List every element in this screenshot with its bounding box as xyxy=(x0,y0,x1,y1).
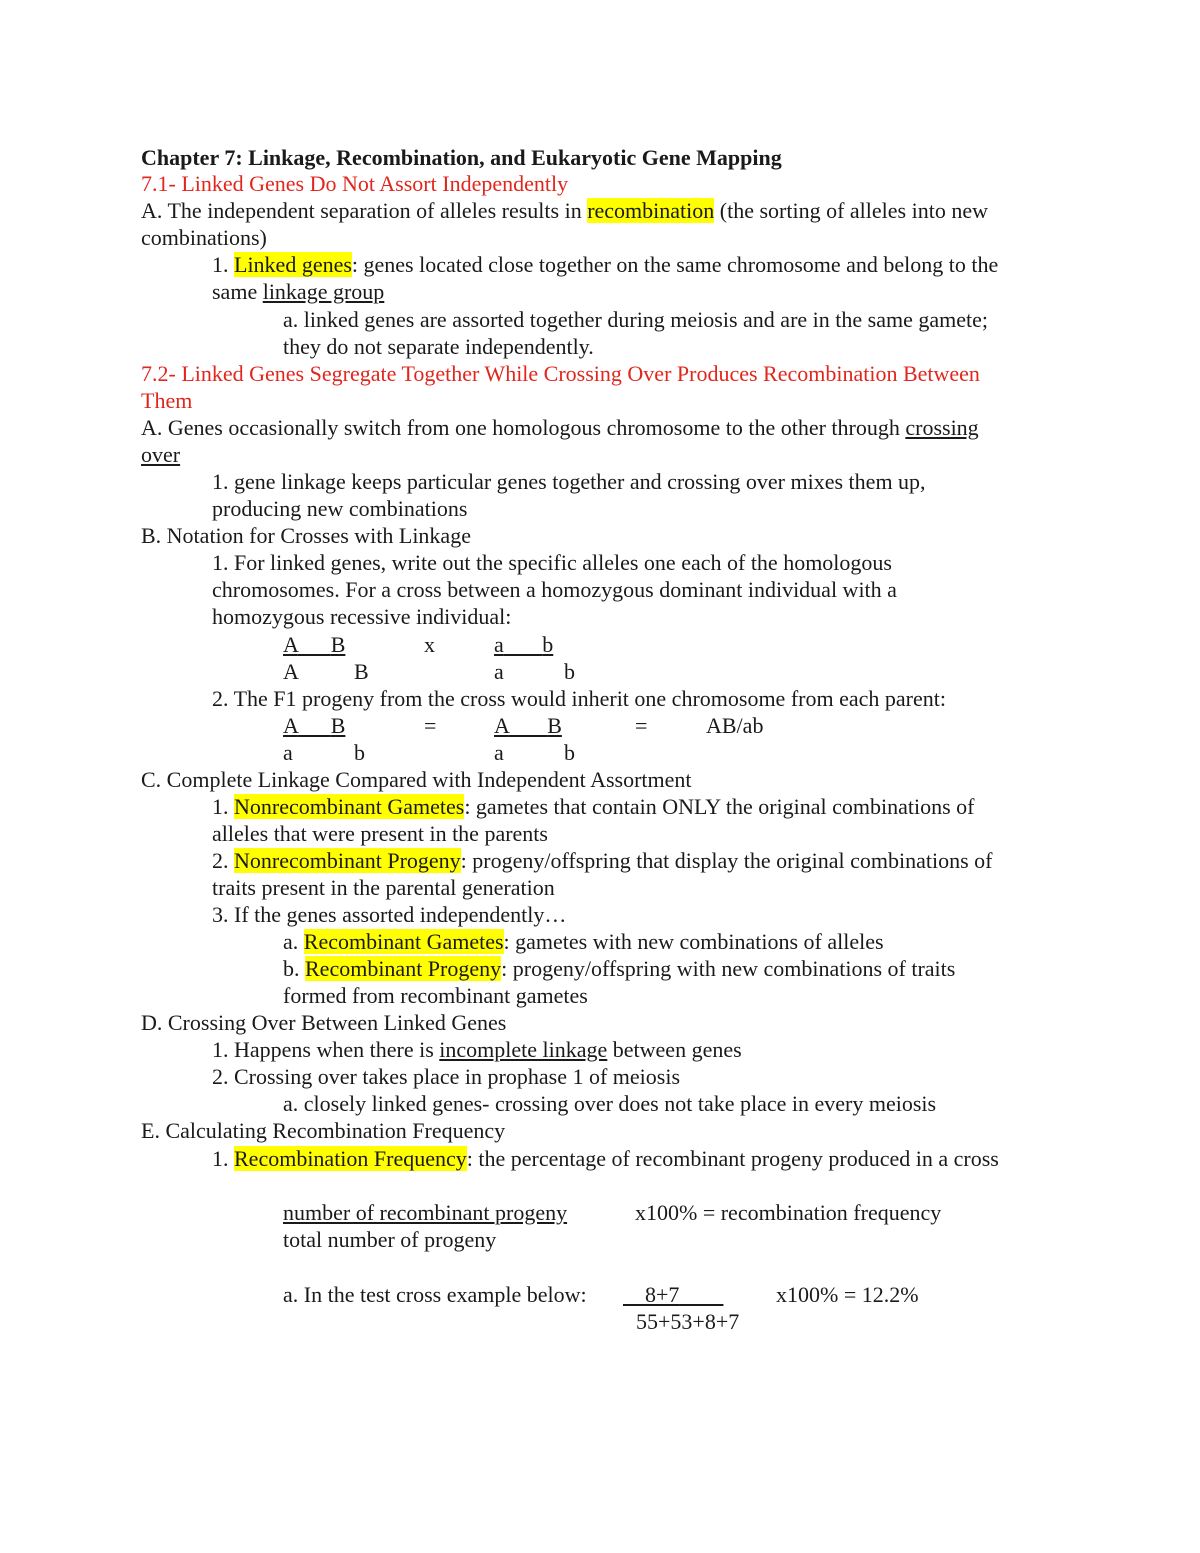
text: : gametes that contain ONLY the original combinations of xyxy=(464,794,975,819)
cross2-equals-2: = xyxy=(635,713,648,738)
cross1-bottom-left-b: B xyxy=(354,659,369,684)
underlined-term: linkage group xyxy=(262,279,385,304)
allele: B xyxy=(330,713,346,738)
crossing-over-subpoint-1: 1. gene linkage keeps particular genes together and crossing over mixes them up, xyxy=(212,469,926,494)
example-label: a. In the test cross example below: xyxy=(283,1282,587,1307)
cross1-bottom-left-a: A xyxy=(283,659,299,684)
allele-pair xyxy=(283,713,345,738)
linked-genes-subpoint-a: a. linked genes are assorted together during meiosis and are in the same gamete; xyxy=(283,307,988,332)
independent-assortment-point: 3. If the genes assorted independently… xyxy=(212,902,567,927)
number: a. xyxy=(283,929,304,954)
highlighted-term: Linked genes xyxy=(234,252,352,277)
linked-genes-continuation xyxy=(212,278,384,305)
point-c-complete-linkage: C. Complete Linkage Compared with Independent Assortment xyxy=(141,767,692,792)
section-7-2-heading: 7.2- Linked Genes Segregate Together While Crossing Over Produces Recombination Between xyxy=(141,361,980,386)
notation-point-1-line-1: 1. For linked genes, write out the specific alleles one each of the homologous xyxy=(212,550,892,575)
notation-point-1-line-2: chromosomes. For a cross between a homozygous dominant individual with a xyxy=(212,577,897,602)
section-7-2-heading-cont: Them xyxy=(141,388,193,413)
crossing-over-point-2: 2. Crossing over takes place in prophase 1 of meiosis xyxy=(212,1064,681,1089)
number: 1. xyxy=(212,252,234,277)
number: 1. xyxy=(212,1146,234,1171)
cross1-top-right xyxy=(494,631,553,658)
cross1-bottom-right-b: b xyxy=(564,659,575,684)
point-d-crossing-over: D. Crossing Over Between Linked Genes xyxy=(141,1010,507,1035)
cross2-bottom-1-b: b xyxy=(354,740,365,765)
point-a-continuation: combinations) xyxy=(141,225,267,250)
crossing-over-point-1 xyxy=(212,1036,742,1063)
allele: b xyxy=(542,632,554,657)
text: 1. Happens when there is xyxy=(212,1037,440,1062)
allele: A xyxy=(283,713,298,738)
example-numerator xyxy=(623,1281,723,1308)
text: : progeny/offspring that display the original combinations of xyxy=(460,848,993,873)
text: same xyxy=(212,279,263,304)
example-multiplier: x100% = 12.2% xyxy=(776,1282,919,1307)
linked-genes-definition xyxy=(212,251,998,278)
allele: B xyxy=(547,713,562,738)
allele: B xyxy=(330,632,346,657)
cross2-top-1 xyxy=(283,712,345,739)
cross2-result: AB/ab xyxy=(706,713,764,738)
text: between genes xyxy=(607,1037,742,1062)
nonrecombinant-progeny-cont: traits present in the parental generation xyxy=(212,875,555,900)
text: : gametes with new combinations of alleles xyxy=(503,929,884,954)
highlighted-term: Nonrecombinant Progeny xyxy=(234,848,461,873)
point-b-notation: B. Notation for Crosses with Linkage xyxy=(141,523,471,548)
recombinant-gametes-definition xyxy=(283,928,884,955)
point-e-recombination-frequency: E. Calculating Recombination Frequency xyxy=(141,1118,506,1143)
cross2-bottom-2-a: a xyxy=(494,740,504,765)
highlighted-term: recombination xyxy=(587,198,715,223)
cross2-equals-1: = xyxy=(424,713,437,738)
formula-numerator: number of recombinant progeny xyxy=(283,1200,568,1225)
point-a-recombination xyxy=(141,197,988,224)
crossing-over-subpoint-1-cont: producing new combinations xyxy=(212,496,468,521)
allele: A xyxy=(494,713,509,738)
allele-pair xyxy=(283,632,345,657)
text: : progeny/offspring with new combinations of traits xyxy=(501,956,956,981)
notation-point-2: 2. The F1 progeny from the cross would inherit one chromosome from each parent: xyxy=(212,686,946,711)
highlighted-term: Recombinant Progeny xyxy=(305,956,502,981)
number: b. xyxy=(283,956,305,981)
section-7-1-heading: 7.1- Linked Genes Do Not Assort Independently xyxy=(141,171,569,196)
cross1-bottom-right-a: a xyxy=(494,659,504,684)
crossing-over-point-a-cont xyxy=(141,441,180,468)
underlined-term: over xyxy=(141,442,181,467)
nonrecombinant-gametes-definition xyxy=(212,793,975,820)
linked-genes-subpoint-a-cont: they do not separate independently. xyxy=(283,334,594,359)
text: : the percentage of recombinant progeny produced in a cross xyxy=(466,1146,999,1171)
formula-denominator: total number of progeny xyxy=(283,1227,497,1252)
formula-multiplier: x100% = recombination frequency xyxy=(635,1200,942,1225)
notation-point-1-line-3: homozygous recessive individual: xyxy=(212,604,512,629)
number: 2. xyxy=(212,848,234,873)
cross2-top-2 xyxy=(494,712,562,739)
example-denominator: 55+53+8+7 xyxy=(636,1309,740,1334)
recombinant-progeny-cont: formed from recombinant gametes xyxy=(283,983,588,1008)
underlined-term: incomplete linkage xyxy=(439,1037,608,1062)
fraction-numerator xyxy=(623,1282,723,1307)
nonrecombinant-gametes-cont: alleles that were present in the parents xyxy=(212,821,548,846)
allele: a xyxy=(494,632,504,657)
highlighted-term: Recombination Frequency xyxy=(234,1146,467,1171)
allele-pair xyxy=(494,632,553,657)
recombinant-progeny-definition xyxy=(283,955,955,982)
text: A. Genes occasionally switch from one homologous chromosome to the other through xyxy=(141,415,906,440)
crossing-over-point-2a: a. closely linked genes- crossing over does not take place in every meiosis xyxy=(283,1091,937,1116)
cross2-bottom-2-b: b xyxy=(564,740,575,765)
cross2-bottom-1-a: a xyxy=(283,740,293,765)
crossing-over-point-a xyxy=(141,414,979,441)
text: A. The independent separation of alleles results in xyxy=(141,198,588,223)
allele: A xyxy=(283,632,298,657)
underlined-term: crossing xyxy=(905,415,979,440)
text: (the sorting of alleles into new xyxy=(714,198,988,223)
number: 1. xyxy=(212,794,234,819)
highlighted-term: Nonrecombinant Gametes xyxy=(234,794,465,819)
allele-pair xyxy=(494,713,562,738)
chapter-title: Chapter 7: Linkage, Recombination, and Eukaryotic Gene Mapping xyxy=(141,145,782,170)
cross1-operator: x xyxy=(424,632,435,657)
text: : genes located close together on the same chromosome and belong to the xyxy=(351,252,999,277)
cross1-top-left xyxy=(283,631,345,658)
nonrecombinant-progeny-definition xyxy=(212,847,992,874)
recombination-frequency-definition xyxy=(212,1145,999,1172)
numerator-value: 8+7 xyxy=(645,1282,680,1307)
highlighted-term: Recombinant Gametes xyxy=(303,929,504,954)
